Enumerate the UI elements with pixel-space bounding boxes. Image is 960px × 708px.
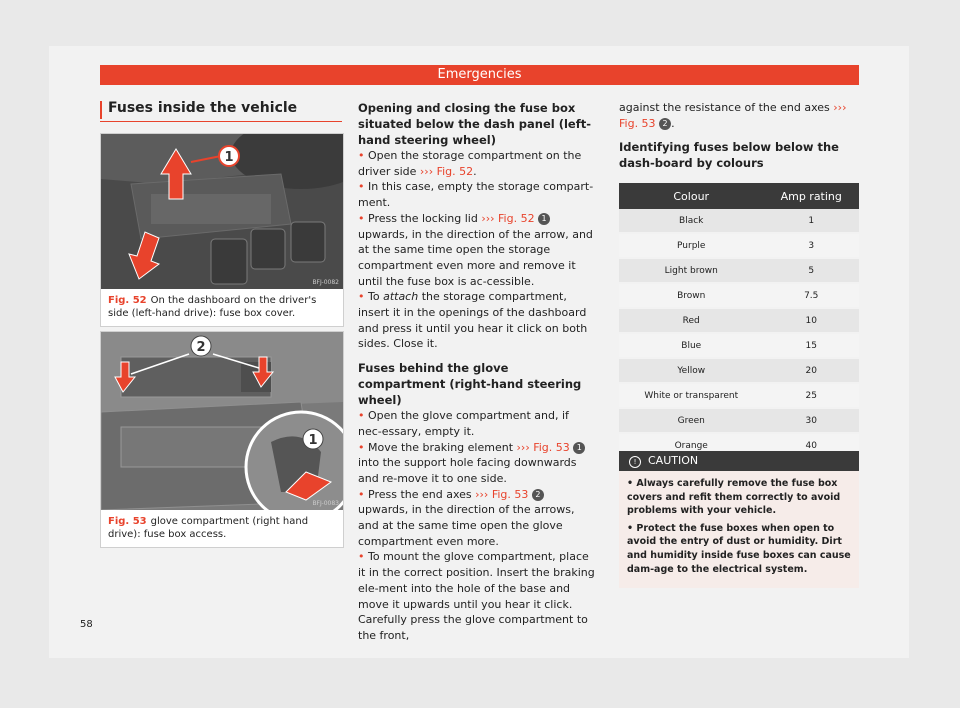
warning-icon: !	[629, 456, 641, 468]
step-open-glove	[358, 408, 596, 439]
spacer	[619, 131, 859, 139]
caution-box	[619, 451, 859, 588]
fig53-image-code: BFJ-0083	[312, 500, 339, 507]
cell-colour: Purple	[619, 233, 763, 258]
step-text: Open the storage compartment on the driver side	[358, 149, 582, 178]
fig53-link[interactable]: ››› Fig. 53	[516, 440, 570, 454]
step-text: Move the braking element	[368, 440, 517, 454]
step-braking-element	[358, 440, 596, 487]
callout-number: 1	[573, 442, 585, 454]
fig53-link[interactable]: ››› Fig. 53	[475, 487, 529, 501]
caution-body	[619, 471, 859, 588]
bullet-icon: •	[627, 478, 634, 489]
bullet-icon: •	[358, 211, 365, 225]
column-right	[619, 100, 859, 171]
cell-colour: Orange	[619, 433, 763, 458]
fig52-link[interactable]: ››› Fig. 52	[481, 211, 535, 225]
fig52-link[interactable]: ››› Fig. 52	[419, 164, 474, 178]
cell-colour: Brown	[619, 283, 763, 308]
table-row	[619, 408, 859, 433]
fig53-caption	[101, 510, 343, 547]
bullet-icon: •	[358, 440, 365, 454]
step-text: .	[671, 116, 675, 130]
fig53-callout-1: 1	[308, 433, 318, 448]
fig53-label: Fig. 53	[108, 516, 147, 527]
cell-colour: Light brown	[619, 258, 763, 283]
caution-title: CAUTION	[648, 454, 699, 467]
step-text: To	[368, 290, 384, 304]
step-end-axes	[358, 487, 596, 550]
step-attach	[358, 289, 596, 352]
fig52-callout-1: 1	[224, 150, 234, 165]
callout-number: 1	[538, 213, 550, 225]
step-open-storage	[358, 148, 596, 179]
cell-colour: White or transparent	[619, 383, 763, 408]
column-header-amp: Amp rating	[763, 183, 859, 209]
cell-amp: 3	[763, 233, 859, 258]
step-text: In this case, empty the storage compart-ment.	[358, 180, 594, 210]
figure-52	[100, 133, 344, 327]
title-rule	[100, 121, 342, 122]
emphasis: attach	[383, 290, 419, 304]
fig52-label: Fig. 52	[108, 295, 147, 306]
column-header-colour: Colour	[619, 183, 763, 209]
caution-item	[627, 477, 851, 518]
spacer	[358, 352, 596, 360]
fig52-image-code: BFJ-0082	[312, 279, 339, 286]
cell-amp: 5	[763, 258, 859, 283]
step-empty-storage	[358, 179, 596, 210]
step-text: Open the glove compartment and, if nec-essary, empty it.	[358, 409, 569, 438]
table-row	[619, 383, 859, 408]
bullet-icon: •	[358, 180, 365, 194]
section-title: Fuses inside the vehicle	[108, 100, 298, 116]
table-row	[619, 233, 859, 258]
table-row	[619, 308, 859, 333]
cell-colour: Black	[619, 209, 763, 233]
fig52-caption-text: On the dashboard on the driver's side (left-hand drive): fuse box cover.	[108, 295, 317, 319]
chapter-header: Emergencies	[100, 65, 859, 85]
heading-left-hand: Opening and closing the fuse box situated below the dash panel (left-hand steering wheel)	[358, 101, 591, 147]
cell-colour: Blue	[619, 333, 763, 358]
bullet-icon: •	[627, 522, 634, 534]
bullet-icon: •	[358, 487, 365, 501]
bullet-icon: •	[358, 409, 365, 423]
bullet-icon: •	[358, 149, 365, 162]
cell-amp: 40	[763, 433, 859, 458]
cell-amp: 7.5	[763, 283, 859, 308]
table-row	[619, 358, 859, 383]
caution-item	[627, 522, 851, 576]
cell-amp: 25	[763, 383, 859, 408]
step-text: To mount the glove compartment, place it in the correct position. Insert the braking ele-ment into the hole of the base and move it upwards until you hear it click. Carefully press the glove compartment to the front,	[358, 550, 595, 642]
step-text: into the support hole facing downwards and re-move it to one side.	[358, 456, 577, 485]
page-number: 58	[80, 619, 93, 630]
figure-52-image	[101, 134, 343, 289]
caution-text: Protect the fuse boxes when open to avoid the entry of dust or humidity. Dirt and humidity inside fuse boxes can cause dam-age to the electrical system.	[627, 522, 851, 575]
glove-compartment-illustration	[101, 332, 343, 510]
continued-text	[619, 100, 859, 131]
callout-number: 2	[532, 489, 544, 501]
fuse-colour-table	[619, 183, 859, 459]
step-mount-glove	[358, 549, 596, 643]
cell-amp: 20	[763, 358, 859, 383]
fig53-caption-text: glove compartment (right hand drive): fuse box access.	[108, 516, 309, 540]
step-text: upwards, in the direction of the arrows, and at the same time open the glove compartment even more.	[358, 503, 575, 548]
fig53-link[interactable]: ››› Fig. 53	[619, 101, 847, 130]
heading-right-hand: Fuses behind the glove compartment (right-hand steering wheel)	[358, 361, 582, 408]
table-row	[619, 258, 859, 283]
table-row	[619, 283, 859, 308]
figure-53-image	[101, 332, 343, 510]
callout-number: 2	[659, 118, 671, 130]
column-middle	[358, 100, 596, 644]
step-text: Press the end axes	[368, 487, 476, 501]
caution-header	[619, 451, 859, 471]
heading-identify-fuses: Identifying fuses below below the dash-board by colours	[619, 140, 839, 171]
fig53-callout-2: 2	[196, 340, 206, 355]
figure-53	[100, 331, 344, 548]
step-text: upwards, in the direction of the arrow, and at the same time open the storage compartment even more and remove it until the fuse box is ac-cessible.	[358, 227, 593, 288]
caution-text: Always carefully remove the fuse box covers and refit them correctly to avoid problems with your vehicle.	[627, 478, 841, 517]
step-text: .	[473, 164, 477, 178]
step-text: the storage compartment, insert it in the openings of the dashboard and press it until you hear it click on both sides. Close it.	[358, 290, 588, 351]
cell-colour: Yellow	[619, 358, 763, 383]
section-marker	[100, 101, 102, 119]
step-text: against the resistance of the end axes	[619, 101, 834, 114]
cell-amp: 1	[763, 209, 859, 233]
cell-amp: 10	[763, 308, 859, 333]
bullet-icon: •	[358, 290, 365, 304]
cell-amp: 15	[763, 333, 859, 358]
table-row	[619, 209, 859, 233]
cell-colour: Green	[619, 408, 763, 433]
table-row	[619, 333, 859, 358]
step-press-lid	[358, 211, 596, 290]
step-text: Press the locking lid	[368, 211, 482, 225]
cell-amp: 30	[763, 408, 859, 433]
cell-colour: Red	[619, 308, 763, 333]
dashboard-illustration	[101, 134, 343, 289]
table-header-row	[619, 183, 859, 209]
bullet-icon: •	[358, 550, 365, 564]
fig52-caption	[101, 289, 343, 326]
